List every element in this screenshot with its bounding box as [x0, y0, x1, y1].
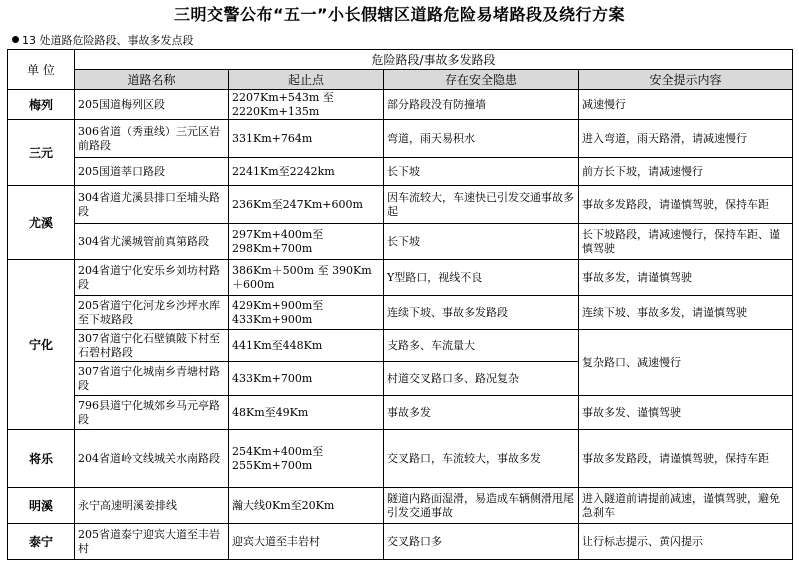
- tip-cell: 复杂路口、减速慢行: [579, 330, 793, 396]
- unit-cell: 明溪: [8, 488, 75, 524]
- road-cell: 永宁高速明溪姜排线: [75, 488, 229, 524]
- page-title: 三明交警公布“五一”小长假辖区道路危险易堵路段及绕行方案: [173, 5, 626, 24]
- subtitle-text: 13 处道路危险路段、事故多发点段: [22, 34, 194, 47]
- road-cell: 205省道宁化河龙乡沙坪水库至下坡路段: [75, 296, 229, 330]
- range-cell: 297Km+400m至298Km+700m: [229, 224, 384, 260]
- table-row: [8, 90, 793, 120]
- unit-cell: 尤溪: [8, 186, 75, 260]
- hazard-cell: 交叉路口多: [384, 524, 579, 560]
- hazard-cell: 交叉路口，车流较大，事故多发: [384, 430, 579, 488]
- hazard-cell: 长下坡: [384, 158, 579, 186]
- range-cell: 331Km+764m: [229, 120, 384, 158]
- header-hazard: 存在安全隐患: [384, 70, 579, 90]
- road-cell: 204省道宁化安乐乡刘坊村路段: [75, 260, 229, 296]
- header-row: [8, 50, 793, 70]
- table-row: [8, 224, 793, 260]
- unit-cell: 三元: [8, 120, 75, 186]
- tip-cell: 让行标志提示、黄闪提示: [579, 524, 793, 560]
- unit-cell: 将乐: [8, 430, 75, 488]
- table-row: [8, 396, 793, 430]
- road-cell: 205省道泰宁迎宾大道至丰岩村: [75, 524, 229, 560]
- hazard-cell: Y型路口，视线不良: [384, 260, 579, 296]
- hazard-cell: 长下坡: [384, 224, 579, 260]
- tip-cell: 事故多发路段，请谨慎驾驶，保持车距: [579, 186, 793, 224]
- header-row: [8, 70, 793, 90]
- hazard-table: [7, 49, 793, 560]
- range-cell: 瀚大线0Km至20Km: [229, 488, 384, 524]
- range-cell: 254Km+400m至255Km+700m: [229, 430, 384, 488]
- tip-cell: 长下坡路段，请减速慢行，保持车距、谨慎驾驶: [579, 224, 793, 260]
- range-cell: 386Km＋500m 至 390Km＋600m: [229, 260, 384, 296]
- tip-cell: 事故多发、谨慎驾驶: [579, 396, 793, 430]
- header-tip: 安全提示内容: [579, 70, 793, 90]
- unit-cell: 梅列: [8, 90, 75, 120]
- unit-cell: 宁化: [8, 260, 75, 430]
- road-cell: 307省道宁化城南乡青塘村路段: [75, 362, 229, 396]
- road-cell: 304省道尤溪县排口至埔头路段: [75, 186, 229, 224]
- table-row: [8, 330, 793, 362]
- header-unit: 单 位: [8, 50, 75, 90]
- hazard-cell: 事故多发: [384, 396, 579, 430]
- table-row: [8, 260, 793, 296]
- table-row: [8, 524, 793, 560]
- table-row: [8, 488, 793, 524]
- road-cell: 304省尤溪城管前真第路段: [75, 224, 229, 260]
- unit-cell: 泰宁: [8, 524, 75, 560]
- tip-cell: 前方长下坡，请减速慢行: [579, 158, 793, 186]
- table-row: [8, 186, 793, 224]
- road-cell: 307省道宁化石壁镇陂下村至石碧村路段: [75, 330, 229, 362]
- hazard-cell: 村道交叉路口多、路况复杂: [384, 362, 579, 396]
- road-cell: 205国道梅列区段: [75, 90, 229, 120]
- range-cell: 441Km至448Km: [229, 330, 384, 362]
- road-cell: 205国道莘口路段: [75, 158, 229, 186]
- table-row: [8, 430, 793, 488]
- tip-cell: 进入隧道前请提前减速，谨慎驾驶，避免急刹车: [579, 488, 793, 524]
- range-cell: 2241Km至2242km: [229, 158, 384, 186]
- subtitle: [12, 32, 194, 48]
- road-cell: 306省道（秀重线）三元区岩前路段: [75, 120, 229, 158]
- range-cell: 236Km至247Km+600m: [229, 186, 384, 224]
- table-row: [8, 296, 793, 330]
- road-cell: 796县道宁化城郊乡马元亭路段: [75, 396, 229, 430]
- range-cell: 迎宾大道至丰岩村: [229, 524, 384, 560]
- hazard-cell: 弯道，雨天易积水: [384, 120, 579, 158]
- hazard-cell: 隧道内路面湿滑，易造成车辆侧滑甩尾引发交通事故: [384, 488, 579, 524]
- bullet-icon: [12, 36, 19, 43]
- hazard-cell: 因车流较大，车速快已引发交通事故多起: [384, 186, 579, 224]
- road-cell: 204省道岭文线城关水南路段: [75, 430, 229, 488]
- header-group: 危险路段/事故多发路段: [75, 50, 793, 70]
- table-row: [8, 120, 793, 158]
- tip-cell: 进入弯道，雨天路滑，请减速慢行: [579, 120, 793, 158]
- range-cell: 2207Km+543m 至 2220Km+135m: [229, 90, 384, 120]
- header-range: 起止点: [229, 70, 384, 90]
- tip-cell: 连续下坡、事故多发，请谨慎驾驶: [579, 296, 793, 330]
- tip-cell: 事故多发路段，请谨慎驾驶，保持车距: [579, 430, 793, 488]
- range-cell: 429Km+900m至433Km+900m: [229, 296, 384, 330]
- hazard-cell: 部分路段没有防撞墙: [384, 90, 579, 120]
- hazard-cell: 支路多、车流量大: [384, 330, 579, 362]
- range-cell: 433Km+700m: [229, 362, 384, 396]
- table-row: [8, 158, 793, 186]
- header-road: 道路名称: [75, 70, 229, 90]
- hazard-cell: 连续下坡、事故多发路段: [384, 296, 579, 330]
- tip-cell: 事故多发，请谨慎驾驶: [579, 260, 793, 296]
- tip-cell: 减速慢行: [579, 90, 793, 120]
- range-cell: 48Km至49Km: [229, 396, 384, 430]
